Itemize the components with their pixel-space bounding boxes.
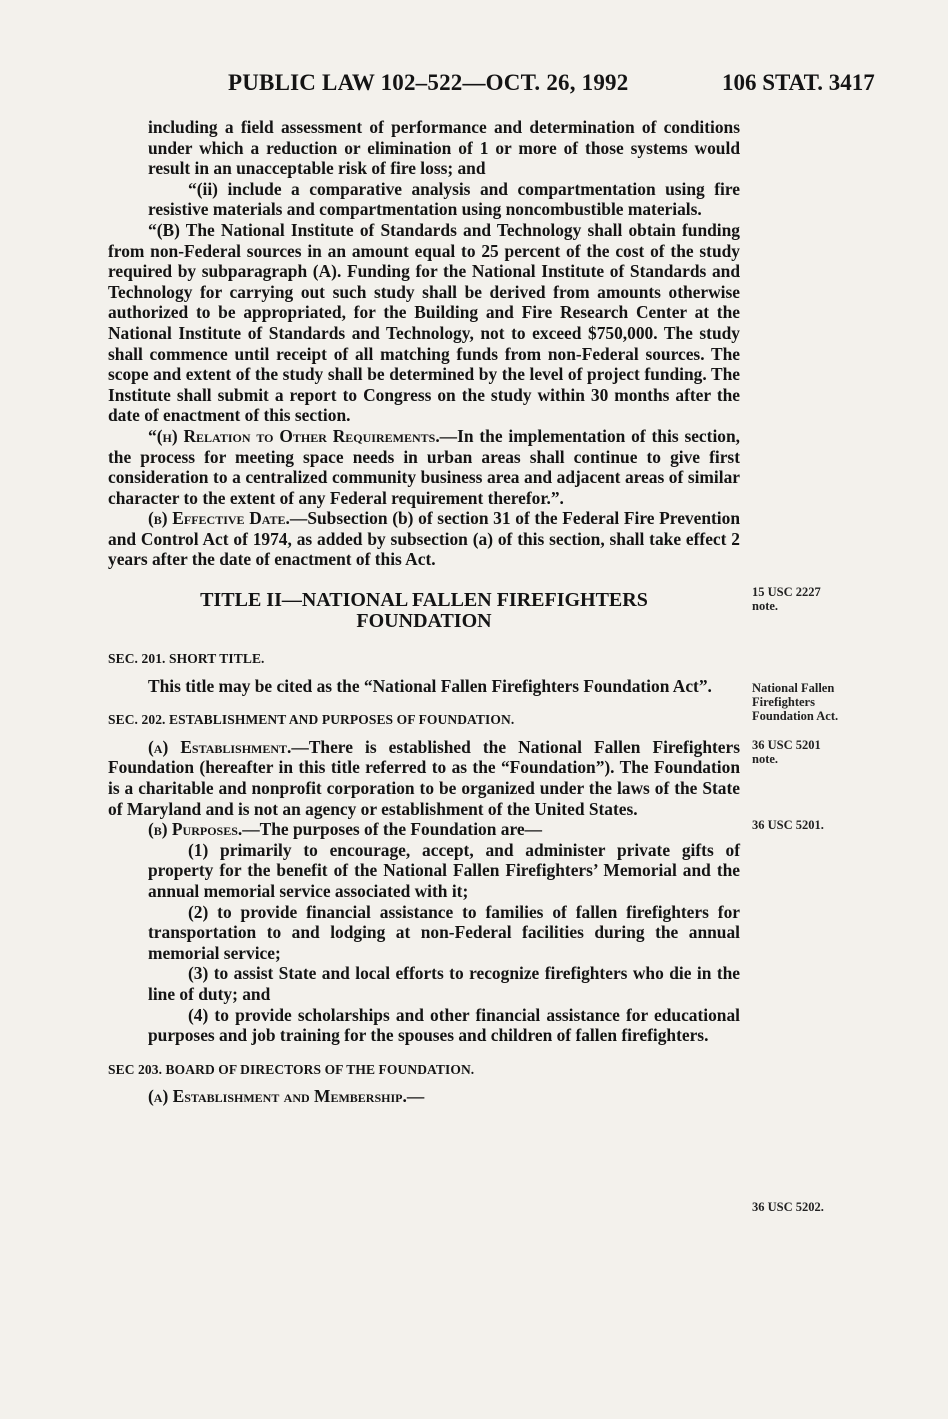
establishment-label: (a) Establishment. bbox=[148, 736, 292, 757]
paragraph-subparagraph-b: “(B) The National Institute of Standards and Technology shall obtain funding from non-Federal sources in an amount equal to 25 percent of the cost of the study required by subparagraph (A). Funding for the National Institute of Standards and Technology for carrying out such study shall be derived from amounts otherwise authorized to be appropriated, for the Building and Fire Research Center at the National Institute of Standards and Technology, not to exceed $750,000. The study shall commence until receipt of all matching funds from non-Federal sources. The scope and extent of the study shall be determined by the level of project funding. The Institute shall submit a report to Congress on the study within 30 months after the date of enactment of this section. bbox=[108, 219, 740, 426]
title-heading-line1: TITLE II—NATIONAL FALLEN FIREFIGHTERS bbox=[200, 589, 648, 612]
purposes-text: —The purposes of the Foundation are— bbox=[242, 819, 542, 840]
subsection-h-label: “(h) Relation to Other Requirements. bbox=[148, 425, 440, 446]
effective-date-text: —Subsection (b) of section 31 of the Federal Fire Prevention and Control Act of 1974, as added by subsection (a) of this section, shall take effect 2 years after the date of enactment of this Act. bbox=[108, 508, 741, 570]
purpose-item: (1) primarily to encourage, accept, and administer private gifts of property for the benefit of the National Fallen Firefighters’ Memorial and the annual memorial service associated with it; bbox=[148, 839, 740, 901]
purpose-item: (4) to provide scholarships and other financial assistance for educational purposes and job training for the spouses and children of fallen firefighters. bbox=[148, 1004, 740, 1046]
membership-label: (a) Establishment and Membership. bbox=[148, 1086, 407, 1107]
margin-note-15-usc-2227: 15 USC 2227 note. bbox=[752, 585, 821, 613]
purpose-item: (3) to assist State and local efforts to recognize firefighters who die in the line of duty; and bbox=[148, 963, 740, 1004]
paragraph-subsection-h bbox=[108, 426, 740, 508]
paragraph-effective-date bbox=[108, 508, 740, 570]
body-text-column bbox=[108, 117, 740, 1107]
paragraph-clause-ii: “(ii) include a comparative analysis and compartmentation using fire resistive materials and compartmentation using noncombustible materials. bbox=[148, 178, 740, 220]
margin-note-short-title: National Fallen Firefighters Foundation Act. bbox=[752, 681, 839, 723]
purpose-item: (2) to provide financial assistance to families of fallen firefighters for transportation to and lodging at non-Federal facilities during the annual memorial service; bbox=[148, 901, 740, 963]
section-201-text: This title may be cited as the “National Fallen Firefighters Foundation Act”. bbox=[148, 675, 712, 696]
paragraph-continuation: including a field assessment of performance and determination of conditions under which a reduction or elimination of 1 or more of those systems would result in an unacceptable risk of fire loss; and bbox=[148, 117, 740, 179]
running-header-title: PUBLIC LAW 102–522—OCT. 26, 1992 bbox=[228, 70, 629, 95]
title-heading bbox=[108, 590, 740, 632]
section-202-establishment bbox=[108, 737, 740, 819]
margin-note-36-usc-5201-note: 36 USC 5201 note. bbox=[752, 738, 821, 766]
margin-note-36-usc-5201: 36 USC 5201. bbox=[752, 818, 824, 832]
section-203-heading: SEC 203. BOARD OF DIRECTORS OF THE FOUNDATION. bbox=[108, 1061, 475, 1077]
margin-note-36-usc-5202: 36 USC 5202. bbox=[752, 1200, 824, 1214]
establishment-text: —There is established the National Fallen Firefighters Foundation (hereafter in this title referred to as the “Foundation”). The Foundation is a charitable and nonprofit corporation to be organized under the laws of the State of Maryland and is not an agency or establishment of the United States. bbox=[108, 736, 741, 819]
title-heading-line2: FOUNDATION bbox=[356, 610, 492, 633]
purposes-label: (b) Purposes. bbox=[148, 819, 243, 840]
section-202-purposes bbox=[108, 819, 740, 840]
effective-date-label: (b) Effective Date. bbox=[148, 508, 290, 529]
section-203-membership bbox=[108, 1086, 740, 1107]
section-202-heading: SEC. 202. ESTABLISHMENT AND PURPOSES OF FOUNDATION. bbox=[108, 712, 515, 728]
running-header-page-ref: 106 STAT. 3417 bbox=[722, 70, 875, 95]
section-201-heading: SEC. 201. SHORT TITLE. bbox=[108, 651, 265, 667]
membership-text: — bbox=[406, 1086, 425, 1107]
subsection-h-text: —In the implementation of this section, the process for meeting space needs in urban areas shall continue to give first consideration to a centralized community business area and adjacent areas of similar character to the extent of any Federal requirement therefor.”. bbox=[108, 425, 740, 508]
